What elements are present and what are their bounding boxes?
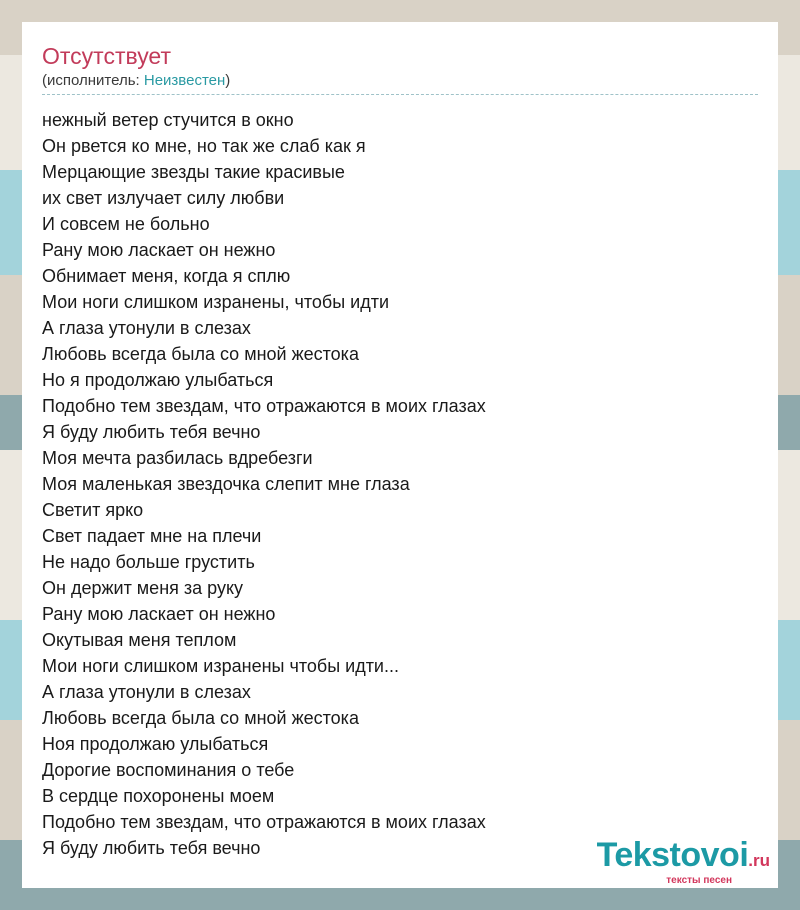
- song-title: Отсутствует: [42, 43, 171, 69]
- lyric-line: Рану мою ласкает он нежно: [42, 240, 276, 260]
- lyric-line: Ноя продолжаю улыбаться: [42, 734, 269, 754]
- lyrics-card: [22, 22, 778, 888]
- lyric-line: Не надо больше грустить: [42, 552, 255, 572]
- lyric-line: Любовь всегда была со мной жестока: [42, 344, 359, 364]
- lyric-line: Любовь всегда была со мной жестока: [42, 708, 359, 728]
- lyric-line: Свет падает мне на плечи: [42, 526, 262, 546]
- lyric-line: Моя мечта разбилась вдребезги: [42, 448, 313, 468]
- lyric-line: Мои ноги слишком изранены чтобы идти...: [42, 656, 399, 676]
- lyric-line: Он рвется ко мне, но так же слаб как я: [42, 136, 366, 156]
- lyric-line: Но я продолжаю улыбаться: [42, 370, 274, 390]
- lyric-line: Мои ноги слишком изранены, чтобы идти: [42, 292, 389, 312]
- lyric-line: Подобно тем звездам, что отражаются в моих глазах: [42, 812, 486, 832]
- lyric-line: Я буду любить тебя вечно: [42, 838, 261, 858]
- lyric-line: Рану мою ласкает он нежно: [42, 604, 276, 624]
- lyric-line: Мерцающие звезды такие красивые: [42, 162, 345, 182]
- lyric-line: В сердце похоронены моем: [42, 786, 275, 806]
- lyric-line: Подобно тем звездам, что отражаются в моих глазах: [42, 396, 486, 416]
- logo-tagline: тексты песен: [666, 875, 732, 886]
- artist-link[interactable]: Неизвестен: [143, 72, 226, 89]
- lyrics-text: [42, 107, 758, 861]
- lyric-line: А глаза утонули в слезах: [42, 318, 251, 338]
- artist-suffix: ): [225, 72, 231, 89]
- lyric-line: Он держит меня за руку: [42, 578, 244, 598]
- lyric-line: Окутывая меня теплом: [42, 630, 237, 650]
- logo-main-text: Tekstovoi: [596, 836, 749, 874]
- lyric-line: Я буду любить тебя вечно: [42, 422, 261, 442]
- lyric-line: Обнимает меня, когда я сплю: [42, 266, 291, 286]
- lyric-line: их свет излучает силу любви: [42, 188, 285, 208]
- logo-wordmark: [597, 837, 770, 879]
- logo-domain: .ru: [748, 851, 770, 870]
- lyric-line: Дорогие воспоминания о тебе: [42, 760, 295, 780]
- artist-line: [42, 72, 758, 95]
- lyric-line: Светит ярко: [42, 500, 144, 520]
- lyric-line: А глаза утонули в слезах: [42, 682, 251, 702]
- artist-prefix: (исполнитель:: [42, 72, 144, 89]
- lyric-line: нежный ветер стучится в окно: [42, 110, 294, 130]
- site-logo[interactable]: [597, 837, 770, 886]
- lyric-line: Моя маленькая звездочка слепит мне глаза: [42, 474, 410, 494]
- lyric-line: И совсем не больно: [42, 214, 210, 234]
